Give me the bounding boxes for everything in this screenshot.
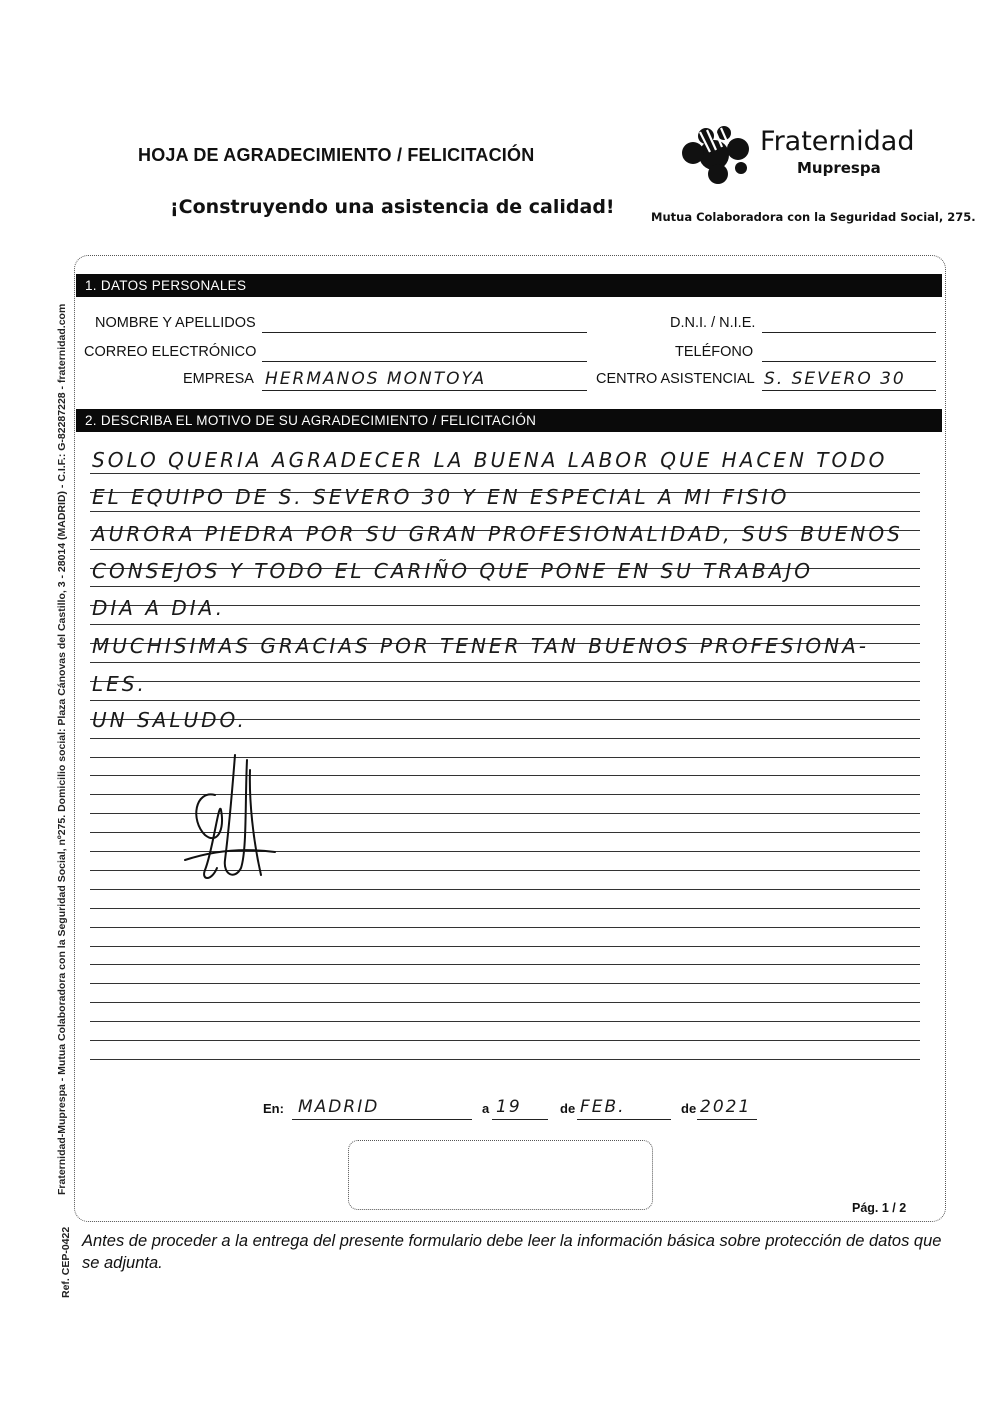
centro-field[interactable] bbox=[762, 390, 936, 391]
empresa-value: HERMANOS MONTOYA bbox=[265, 369, 487, 389]
mutua-line: Mutua Colaboradora con la Seguridad Social, 275. bbox=[651, 210, 976, 224]
writing-rule bbox=[90, 511, 920, 512]
writing-rule bbox=[90, 662, 920, 663]
reference-code: Ref. CEP-0422 bbox=[60, 1226, 72, 1298]
writing-rule bbox=[90, 1059, 920, 1060]
a-label: a bbox=[482, 1101, 490, 1116]
writing-rule bbox=[90, 1002, 920, 1003]
message-line: EL EQUIPO DE S. SEVERO 30 Y EN ESPECIAL A MI FISIO bbox=[92, 485, 790, 509]
empresa-field[interactable] bbox=[262, 390, 587, 391]
de-label: de bbox=[560, 1101, 576, 1116]
year-field[interactable] bbox=[697, 1119, 757, 1120]
message-line: CONSEJOS Y TODO EL CARIÑO QUE PONE EN SU TRABAJO bbox=[92, 559, 813, 583]
writing-rule bbox=[90, 1021, 920, 1022]
writing-rule bbox=[90, 624, 920, 625]
correo-label: CORREO ELECTRÓNICO bbox=[84, 344, 257, 360]
writing-rule bbox=[90, 738, 920, 739]
nombre-field[interactable] bbox=[262, 332, 587, 333]
dni-field[interactable] bbox=[762, 332, 936, 333]
privacy-note: Antes de proceder a la entrega del presente formulario debe leer la información básica sobre protección de datos que se adjunta. bbox=[82, 1232, 942, 1272]
writing-rule bbox=[90, 908, 920, 909]
fraternidad-logo-icon bbox=[676, 124, 756, 186]
message-line: UN SALUDO. bbox=[92, 708, 247, 732]
en-label: En: bbox=[263, 1101, 284, 1116]
form-slogan: ¡Construyendo una asistencia de calidad! bbox=[170, 196, 615, 218]
writing-rule bbox=[90, 983, 920, 984]
logo-name: Fraternidad bbox=[760, 126, 915, 157]
logo-subtitle: Muprespa bbox=[797, 159, 881, 177]
month-field[interactable] bbox=[577, 1119, 671, 1120]
telefono-label: TELÉFONO bbox=[675, 344, 754, 360]
handwritten-signature bbox=[175, 740, 285, 890]
writing-rule bbox=[90, 946, 920, 947]
day-value: 19 bbox=[496, 1097, 522, 1117]
writing-rule bbox=[90, 927, 920, 928]
message-line: AURORA PIEDRA POR SU GRAN PROFESIONALIDAD, SUS BUENOS bbox=[92, 522, 903, 546]
writing-rule bbox=[90, 473, 920, 474]
centro-label: CENTRO ASISTENCIAL bbox=[596, 371, 755, 387]
month-value: FEB. bbox=[580, 1097, 626, 1117]
signature-box[interactable] bbox=[348, 1140, 653, 1210]
dni-label: D.N.I. / N.I.E. bbox=[670, 315, 756, 331]
place-value: MADRID bbox=[298, 1097, 380, 1117]
legal-side-text: Fraternidad-Muprespa - Mutua Colaboradora con la Seguridad Social, nº275. Domicilio social: Plaza Cánovas del Castillo, 3 - 28014 (MADRID) - C.I.F.: G-82287228 - fraternidad.com bbox=[56, 303, 68, 1195]
telefono-field[interactable] bbox=[762, 361, 936, 362]
message-line: SOLO QUERIA AGRADECER LA BUENA LABOR QUE HACEN TODO bbox=[92, 448, 888, 472]
writing-rule bbox=[90, 681, 920, 682]
section-1-heading: 1. DATOS PERSONALES bbox=[76, 274, 942, 297]
form-title: HOJA DE AGRADECIMIENTO / FELICITACIÓN bbox=[138, 145, 535, 165]
message-line: DIA A DIA. bbox=[92, 596, 226, 620]
empresa-label: EMPRESA bbox=[183, 371, 254, 387]
section-2-heading: 2. DESCRIBA EL MOTIVO DE SU AGRADECIMIENTO / FELICITACIÓN bbox=[76, 409, 942, 432]
writing-rule bbox=[90, 1040, 920, 1041]
centro-value: S. SEVERO 30 bbox=[764, 369, 906, 389]
writing-rule bbox=[90, 586, 920, 587]
year-value: 2021 bbox=[700, 1097, 752, 1117]
writing-rule bbox=[90, 549, 920, 550]
nombre-label: NOMBRE Y APELLIDOS bbox=[95, 315, 256, 331]
message-line: MUCHISIMAS GRACIAS POR TENER TAN BUENOS PROFESIONA- bbox=[92, 634, 869, 658]
writing-rule bbox=[90, 964, 920, 965]
correo-field[interactable] bbox=[262, 361, 587, 362]
writing-rule bbox=[90, 700, 920, 701]
de-label: de bbox=[681, 1101, 697, 1116]
day-field[interactable] bbox=[492, 1119, 548, 1120]
page-number: Pág. 1 / 2 bbox=[852, 1201, 907, 1215]
message-line: LES. bbox=[92, 672, 147, 696]
place-field[interactable] bbox=[292, 1119, 472, 1120]
